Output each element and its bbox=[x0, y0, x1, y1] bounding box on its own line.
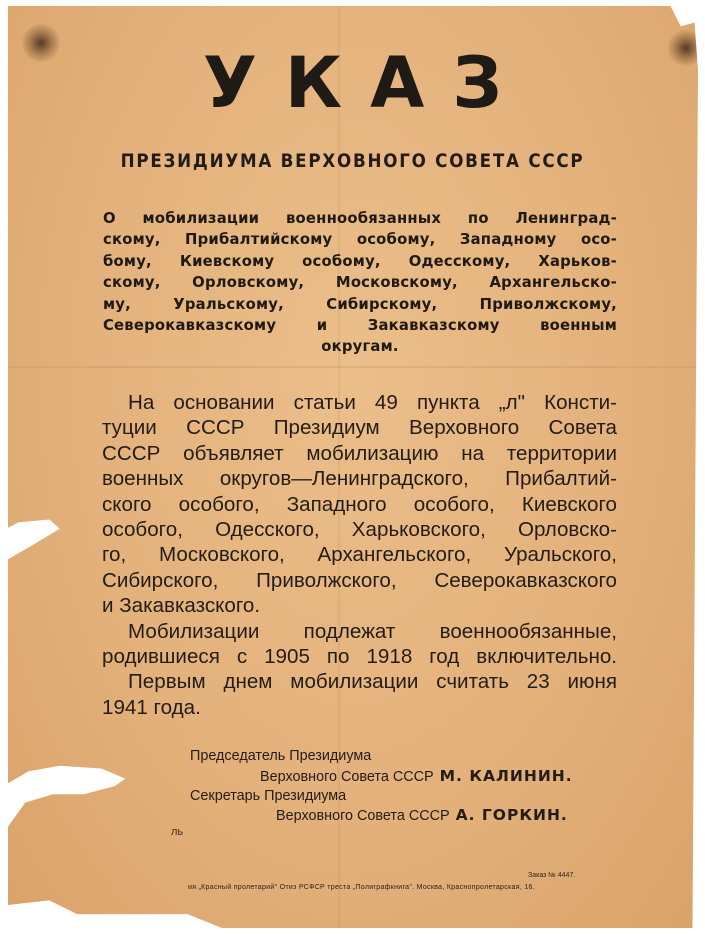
decree-title: УКАЗ bbox=[202, 42, 531, 124]
secretary-org: Верховного Совета СССР bbox=[276, 808, 450, 824]
body-line: Первым днем мобилизации считать 23 июня bbox=[128, 670, 617, 694]
decree-heading bbox=[103, 208, 617, 358]
decree-body bbox=[102, 390, 617, 720]
chairman-line bbox=[260, 767, 573, 785]
chairman-org: Верховного Совета СССР bbox=[260, 769, 434, 785]
body-line: военных округов—Ленинградского, Прибалтий- bbox=[102, 467, 617, 491]
heading-line: скому, Прибалтийскому особому, Западному осо- bbox=[103, 231, 617, 249]
body-line: 1941 года. bbox=[102, 695, 201, 719]
heading-line: му, Уральскому, Сибирскому, Приволжскому, bbox=[103, 295, 617, 313]
secretary-role: Секретарь Президиума bbox=[190, 788, 347, 804]
body-line: ского особого, Западного особого, Киевского bbox=[102, 492, 617, 516]
chairman-name: М. КАЛИНИН. bbox=[439, 767, 573, 785]
torn-fragment-text: ль bbox=[171, 826, 184, 838]
body-line: Сибирского, Приволжского, Северокавказского bbox=[102, 568, 617, 592]
heading-line: бому, Киевскому особому, Одесскому, Харьков- bbox=[103, 252, 617, 270]
heading-line: Северокавказскому и Закавказскому военным bbox=[103, 317, 617, 335]
chairman-role: Председатель Президиума bbox=[190, 748, 372, 764]
decree-subtitle: ПРЕЗИДИУМА ВЕРХОВНОГО СОВЕТА СССР bbox=[120, 150, 585, 172]
printer-imprint: ия „Красный пролетарий" Отиз РСФСР треста „Полиграфкнига". Москва, Краснопролетарская, 16. bbox=[188, 884, 535, 891]
body-line: На основании статьи 49 пункта „л" Консти- bbox=[128, 391, 617, 414]
order-number: Заказ № 4447. bbox=[528, 872, 576, 879]
body-line: туции СССР Президиум Верховного Совета bbox=[102, 416, 617, 440]
heading-line: округам. bbox=[321, 338, 399, 356]
secretary-name: А. ГОРКИН. bbox=[455, 806, 568, 824]
body-line: и Закавказского. bbox=[102, 594, 261, 618]
secretary-line bbox=[276, 806, 568, 824]
body-line: родившиеся с 1905 по 1918 год включительно. bbox=[102, 645, 617, 669]
body-line: го, Московского, Архангельского, Уральского, bbox=[102, 543, 617, 567]
body-line: СССР объявляет мобилизацию на территории bbox=[102, 441, 617, 465]
body-line: Мобилизации подлежат военнообязанные, bbox=[128, 619, 617, 643]
heading-line: скому, Орловскому, Московскому, Архангельско- bbox=[103, 274, 617, 292]
paper-fold-horizontal bbox=[8, 366, 698, 368]
body-line: особого, Одесского, Харьковского, Орловско- bbox=[102, 518, 617, 542]
heading-line: О мобилизации военнообязанных по Ленинград- bbox=[103, 210, 617, 227]
